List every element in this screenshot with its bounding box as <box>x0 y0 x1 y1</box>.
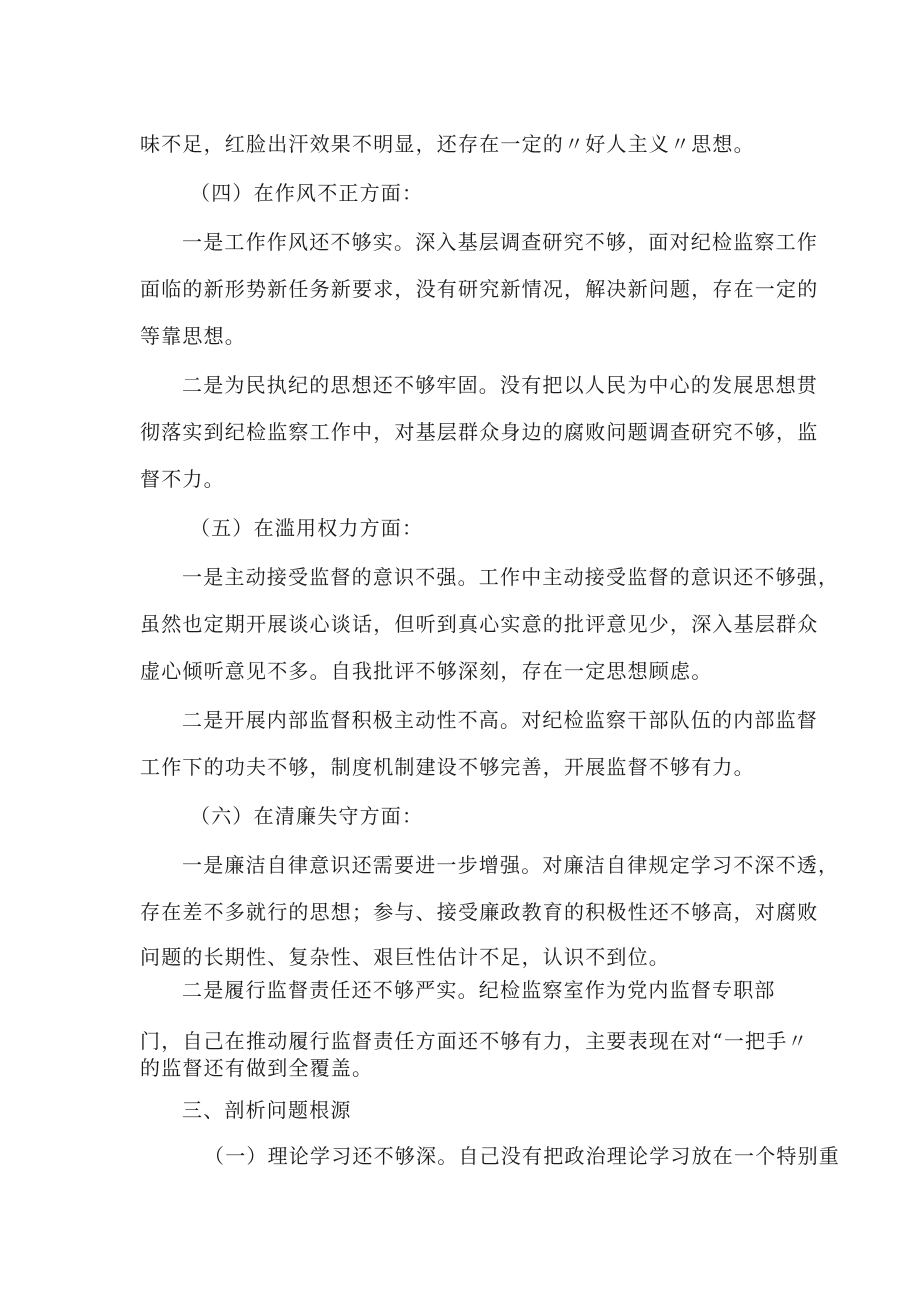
paragraph-line: 存在差不多就行的思想；参与、接受廉政教育的积极性还不够高，对腐败 <box>140 900 819 924</box>
paragraph-line: 一是工作作风还不够实。深入基层调查研究不够，面对纪检监察工作 <box>182 230 818 254</box>
section-heading-five: （五）在滥用权力方面： <box>190 516 424 540</box>
paragraph-line: 二是开展内部监督积极主动性不高。对纪检监察干部队伍的内部监督 <box>182 708 818 732</box>
section-heading-four: （四）在作风不正方面： <box>190 181 424 205</box>
paragraph-line: 督不力。 <box>140 467 225 491</box>
paragraph-line: 问题的长期性、复杂性、艰巨性估计不足，认识不到位。 <box>140 945 670 969</box>
paragraph-line: （一）理论学习还不够深。自己没有把政治理论学习放在一个特别重 <box>204 1144 840 1168</box>
paragraph-line: 等靠思想。 <box>140 324 246 348</box>
section-heading-three: 三、剖析问题根源 <box>182 1098 352 1122</box>
paragraph-line: 一是廉洁自律意识还需要进一步增强。对廉洁自律规定学习不深不透， <box>182 853 840 877</box>
paragraph-line: 的监督还有做到全覆盖。 <box>140 1056 374 1080</box>
paragraph-line: 工作下的功夫不够，制度机制建设不够完善，开展监督不够有力。 <box>140 755 755 779</box>
paragraph-line: 虚心倾听意见不多。自我批评不够深刻，存在一定思想顾虑。 <box>140 659 713 683</box>
paragraph-line: 一是主动接受监督的意识不强。工作中主动接受监督的意识还不够强， <box>182 565 840 589</box>
paragraph-line: 面临的新形势新任务新要求，没有研究新情况，解决新问题，存在一定的 <box>140 277 819 301</box>
paragraph-line: 虽然也定期开展谈心谈话，但听到真心实意的批评意见少，深入基层群众 <box>140 612 819 636</box>
paragraph-line: 彻落实到纪检监察工作中，对基层群众身边的腐败问题调查研究不够，监 <box>140 420 819 444</box>
paragraph-line: 味不足，红脸出汗效果不明显，还存在一定的〃好人主义〃思想。 <box>140 132 755 156</box>
paragraph-line: 门，自己在推动履行监督责任方面还不够有力，主要表现在对“一把手〃 <box>140 1029 809 1053</box>
paragraph-line: 二是履行监督责任还不够严实。纪检监察室作为党内监督专职部 <box>182 978 776 1002</box>
paragraph-line: 二是为民执纪的思想还不够牢固。没有把以人民为中心的发展思想贯 <box>182 373 818 397</box>
section-heading-six: （六）在清廉失守方面： <box>190 804 424 828</box>
